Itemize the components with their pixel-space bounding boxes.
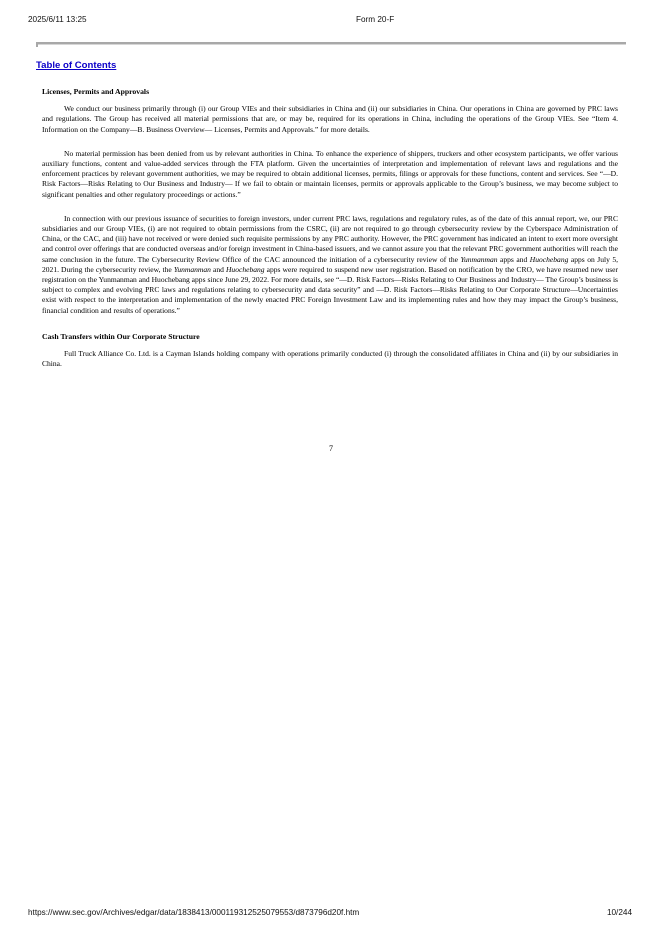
paragraph-licenses-1: We conduct our business primarily through (i) our Group VIEs and their subsidiaries in China and (ii) our subsidiaries in China. Our operations in China are governed by PRC laws and regulations. The Group has received all material permissions that are, or may be, required for its operations in China, including the operations of the Group VIEs. See “Item 4. Information on the Company—B. Business Overview— Licenses, Permits and Approvals.” for more details. bbox=[42, 104, 618, 134]
app-name-huochebang: Huochebang bbox=[529, 254, 569, 264]
paragraph-text: apps and bbox=[497, 254, 530, 264]
print-datetime: 2025/6/11 13:25 bbox=[28, 15, 87, 24]
app-name-huochebang: Huochebang bbox=[225, 264, 265, 274]
print-page-count: 10/244 bbox=[606, 908, 632, 917]
divider-tick bbox=[36, 42, 38, 47]
horizontal-divider bbox=[36, 42, 626, 45]
print-header bbox=[0, 15, 662, 29]
print-footer bbox=[0, 908, 662, 922]
page-number: 7 bbox=[329, 444, 333, 453]
table-of-contents-link[interactable]: Table of Contents bbox=[36, 60, 117, 71]
app-name-yunmanman: Yunmanman bbox=[173, 264, 211, 274]
section-heading-licenses: Licenses, Permits and Approvals bbox=[42, 87, 150, 97]
source-url: https://www.sec.gov/Archives/edgar/data/1838413/000119312525079553/d873796d20f.htm bbox=[28, 908, 360, 917]
paragraph-text: apps were required to suspend new user registration. Based on notification by the CRO, we have resumed new user registration on the Yunmanman and Huochebang apps since June 29, 2022. For more details, see “—D. Risk Factors—Risks Relating to Our Business and Industry— The Group’s business is subject to complex and evolving PRC laws and regulations relating to cybersecurity and data security” and —D. Risk Factors—Risks Relating to Our Corporate Structure—Uncertainties exist with respect to the interpretation and implementation of the newly enacted PRC Foreign Investment Law and its implementing rules and how they may impact the Group’s business, financial condition and results of operations.” bbox=[42, 264, 618, 315]
paragraph-licenses-3 bbox=[42, 214, 618, 316]
paragraph-licenses-2: No material permission has been denied from us by relevant authorities in China. To enhance the experience of shippers, truckers and other ecosystem participants, we offer various auxiliary functions, content and value-added services through the FTA platform. Given the uncertainties of interpretation and implementation of relevant laws and regulations and the enforcement practices by relevant government authorities, we may be required to obtain additional licenses, permits, filings or approvals for these functions, content and services. See “—D. Risk Factors—Risks Relating to Our Business and Industry— If we fail to obtain or maintain licenses, permits or approvals applicable to the Group’s business, we may become subject to significant penalties and other regulatory proceedings or actions.” bbox=[42, 148, 618, 199]
paragraph-cash-transfers-1: Full Truck Alliance Co. Ltd. is a Cayman Islands holding company with operations primarily conducted (i) through the consolidated affiliates in China and (ii) by our subsidiaries in China. bbox=[42, 348, 618, 369]
app-name-yunmanman: Yunmanman bbox=[460, 254, 498, 264]
document-body bbox=[36, 60, 619, 375]
paragraph-text: apps on July 5, 2021. During the cybersecurity review, the bbox=[42, 254, 619, 274]
paragraph-text: In connection with our previous issuance of securities to foreign investors, under current PRC laws, regulations and regulatory rules, as of the date of this annual report, we, our PRC subsidiaries and our Group VIEs, (i) are not required to obtain permissions from the CSRC, (ii) are not required to go through cybersecurity review by the Cyberspace Administration of China, or the CAC, and (iii) have not received or were denied such requisite permissions by any PRC authority. However, the PRC government has indicated an intent to exert more oversight and control over offerings that are conducted overseas and/or foreign investment in China-based issuers, and we cannot assure you that the relevant PRC government authorities will reach the same conclusion in the future. The Cybersecurity Review Office of the CAC announced the initiation of a cybersecurity review of the bbox=[42, 213, 618, 264]
section-heading-cash-transfers: Cash Transfers within Our Corporate Structure bbox=[42, 331, 200, 341]
print-doc-title: Form 20-F bbox=[356, 15, 395, 24]
paragraph-text: and bbox=[210, 264, 226, 274]
